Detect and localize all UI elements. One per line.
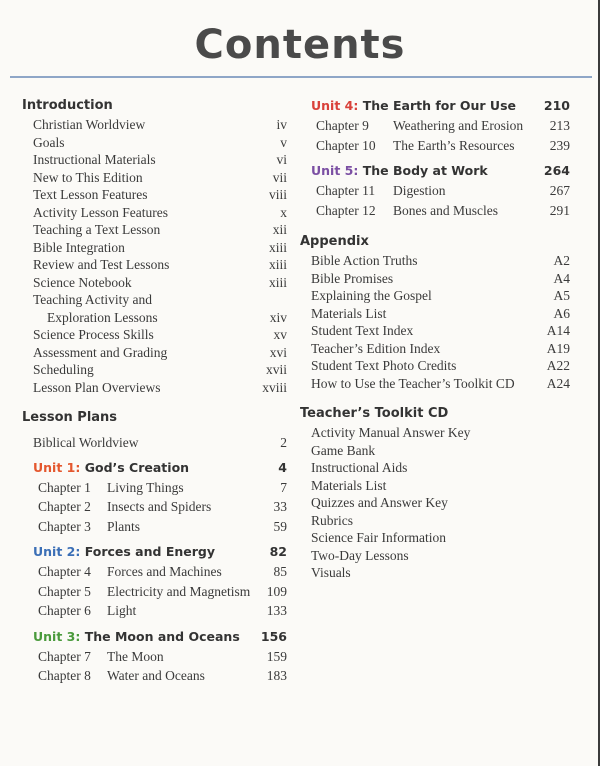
entry-label: Two-Day Lessons [311, 547, 409, 563]
title-rule [10, 76, 592, 78]
entry-label: Instructional Aids [311, 460, 408, 475]
toolkit-entry[interactable] [300, 529, 570, 547]
chapter-title: Digestion [393, 183, 446, 198]
toc-entry[interactable] [22, 204, 287, 222]
entry-label: Bible Action Truths [311, 253, 418, 268]
chapter-page: 7 [280, 479, 287, 495]
unit-prefix: Unit 1: [33, 459, 81, 475]
chapter-number: Chapter 5 [38, 583, 91, 599]
entry-label-line2: Exploration Lessons [47, 309, 158, 325]
chapter-page: 85 [273, 564, 287, 579]
entry-page: xv [273, 327, 287, 342]
toolkit-entry[interactable] [300, 494, 570, 512]
toc-entry[interactable] [300, 287, 570, 305]
chapter-number: Chapter 10 [316, 137, 376, 153]
chapter-entry[interactable] [22, 666, 287, 686]
chapter-entry[interactable] [22, 582, 287, 602]
entry-label: Science Fair Information [311, 530, 446, 545]
entry-page: xiii [268, 274, 287, 290]
chapter-number: Chapter 3 [38, 518, 91, 534]
section-heading-introduction: Introduction [22, 98, 113, 113]
entry-label: Instructional Materials [33, 152, 156, 167]
unit-prefix: Unit 2: [33, 544, 81, 559]
entry-page: xviii [262, 379, 287, 395]
unit-page: 4 [278, 459, 287, 475]
entry-label: Biblical Worldview [33, 435, 139, 450]
entry-page: x [280, 204, 287, 220]
toc-entry[interactable] [22, 256, 287, 274]
entry-label: Activity Manual Answer Key [311, 425, 471, 440]
chapter-number: Chapter 2 [38, 499, 91, 514]
chapter-number: Chapter 1 [38, 479, 91, 495]
entry-label: Game Bank [311, 442, 376, 458]
entry-label: Activity Lesson Features [33, 204, 168, 220]
entry-label: Visuals [311, 565, 351, 580]
entry-page: A2 [553, 253, 570, 268]
unit-page: 82 [269, 544, 287, 559]
unit-heading[interactable] [300, 161, 570, 181]
entry-page: xiii [268, 257, 287, 272]
chapter-entry[interactable] [22, 517, 287, 537]
section-heading-lesson-plans: Lesson Plans [22, 410, 118, 425]
toolkit-entry[interactable] [300, 564, 570, 582]
toc-entry[interactable] [22, 434, 287, 452]
entry-label: Rubrics [311, 512, 353, 528]
entry-label: Science Notebook [33, 274, 132, 290]
chapter-title: Plants [107, 518, 141, 534]
chapter-page: 291 [549, 202, 570, 218]
chapter-page: 33 [273, 499, 287, 514]
chapter-page: 183 [266, 668, 287, 683]
toc-entry[interactable] [22, 239, 287, 257]
toc-entry[interactable] [22, 344, 287, 362]
entry-page: A5 [553, 288, 570, 303]
toc-entry[interactable] [300, 252, 570, 270]
chapter-entry[interactable] [22, 601, 287, 621]
entry-label: Teacher’s Edition Index [311, 340, 441, 356]
entry-label: Materials List [311, 305, 387, 321]
entry-page: A14 [546, 323, 570, 338]
chapter-number: Chapter 4 [38, 564, 91, 579]
toc-entry[interactable] [22, 221, 287, 239]
chapter-entry[interactable] [300, 136, 570, 156]
toc-entry[interactable] [300, 375, 570, 393]
section-heading-appendix: Appendix [300, 234, 369, 249]
entry-label: Student Text Photo Credits [311, 358, 457, 373]
unit-name: The Body at Work [362, 163, 488, 178]
chapter-title: Light [107, 603, 137, 618]
chapter-title: Forces and Machines [107, 564, 222, 579]
entry-page: A24 [546, 375, 570, 391]
chapter-title: Bones and Muscles [393, 202, 498, 218]
toc-entry[interactable] [22, 116, 287, 134]
toc-entry[interactable] [22, 134, 287, 152]
entry-label: Assessment and Grading [33, 344, 168, 360]
entry-page: v [280, 134, 287, 150]
entry-label: Text Lesson Features [33, 187, 148, 202]
chapter-title: Water and Oceans [107, 668, 205, 683]
unit-name: The Moon and Oceans [84, 628, 240, 644]
entry-page: xvi [269, 344, 287, 360]
toolkit-entry[interactable] [300, 442, 570, 460]
toc-entry[interactable] [22, 379, 287, 397]
entry-page: A4 [553, 270, 570, 286]
toc-entry[interactable] [300, 270, 570, 288]
chapter-number: Chapter 11 [316, 183, 376, 198]
unit-heading[interactable] [300, 96, 570, 116]
chapter-entry[interactable] [22, 647, 287, 667]
entry-page: xiv [269, 309, 287, 325]
unit-prefix: Unit 4: [311, 98, 359, 113]
unit-page: 210 [543, 98, 570, 113]
chapter-number: Chapter 8 [38, 668, 91, 683]
chapter-page: 133 [266, 603, 287, 618]
entry-label: Student Text Index [311, 323, 414, 338]
left-column [22, 96, 287, 686]
entry-label: Science Process Skills [33, 327, 154, 342]
entry-label-line1: Teaching Activity and [33, 292, 153, 307]
entry-label: Christian Worldview [33, 117, 146, 132]
toolkit-entry[interactable] [300, 459, 570, 477]
toc-entry[interactable] [22, 291, 287, 326]
entry-label: Materials List [311, 477, 387, 493]
toc-entry[interactable] [22, 151, 287, 169]
entry-label: Bible Promises [311, 270, 394, 286]
right-column [300, 96, 570, 582]
chapter-page: 59 [273, 518, 287, 534]
chapter-number: Chapter 6 [38, 603, 91, 618]
entry-page: xiii [268, 239, 287, 255]
toc-entry[interactable] [22, 274, 287, 292]
unit-name: The Earth for Our Use [362, 98, 516, 113]
chapter-page: 267 [549, 183, 570, 198]
chapter-page: 109 [266, 583, 287, 599]
chapter-title: Insects and Spiders [107, 499, 212, 514]
entry-label: Teaching a Text Lesson [33, 222, 161, 237]
entry-label: New to This Edition [33, 169, 143, 185]
section-heading-toolkit: Teacher’s Toolkit CD [300, 406, 449, 421]
chapter-page: 239 [549, 137, 570, 153]
entry-label [33, 291, 158, 326]
entry-label: Bible Integration [33, 239, 125, 255]
chapter-title: Living Things [107, 479, 184, 495]
entry-label: Goals [33, 134, 65, 150]
chapter-entry[interactable] [22, 497, 287, 517]
chapter-number: Chapter 12 [316, 202, 376, 218]
toolkit-entry[interactable] [300, 477, 570, 495]
chapter-title: The Moon [107, 648, 164, 664]
entry-label: Scheduling [33, 362, 94, 377]
chapter-entry[interactable] [300, 116, 570, 136]
entry-label: Lesson Plan Overviews [33, 379, 161, 395]
unit-page: 264 [543, 163, 570, 178]
entry-label: Quizzes and Answer Key [311, 495, 448, 510]
toc-entry[interactable] [22, 169, 287, 187]
unit-prefix: Unit 5: [311, 163, 359, 178]
entry-page: A22 [546, 358, 570, 373]
toc-entry[interactable] [22, 361, 287, 379]
unit-prefix: Unit 3: [33, 628, 81, 644]
chapter-page: 159 [266, 648, 287, 664]
chapter-title: Weathering and Erosion [393, 118, 524, 133]
chapter-number: Chapter 7 [38, 648, 91, 664]
chapter-number: Chapter 9 [316, 118, 369, 133]
chapter-entry[interactable] [300, 181, 570, 201]
entry-page: xvii [265, 362, 287, 377]
entry-label: Explaining the Gospel [311, 288, 432, 303]
entry-page: iv [276, 117, 287, 132]
chapter-title: Electricity and Magnetism [107, 583, 251, 599]
toolkit-entry[interactable] [300, 424, 570, 442]
unit-name: Forces and Energy [84, 544, 215, 559]
unit-heading[interactable] [22, 542, 287, 562]
entry-label: Review and Test Lessons [33, 257, 170, 272]
chapter-entry[interactable] [300, 201, 570, 221]
unit-heading[interactable] [22, 458, 287, 478]
toc-entry[interactable] [300, 357, 570, 375]
entry-page: A19 [546, 340, 570, 356]
toolkit-entry[interactable] [300, 512, 570, 530]
entry-page: viii [268, 187, 287, 202]
chapter-entry[interactable] [22, 562, 287, 582]
toc-entry[interactable] [22, 326, 287, 344]
toc-entry[interactable] [300, 322, 570, 340]
entry-page: vii [272, 169, 287, 185]
unit-heading[interactable] [22, 627, 287, 647]
chapter-page: 213 [549, 118, 570, 133]
entry-page: A6 [553, 305, 570, 321]
entry-label: How to Use the Teacher’s Toolkit CD [311, 375, 515, 391]
entry-page: vi [276, 152, 287, 167]
page-title: Contents [194, 22, 406, 68]
toc-entry[interactable] [300, 305, 570, 323]
toc-entry[interactable] [22, 186, 287, 204]
chapter-entry[interactable] [22, 478, 287, 498]
entry-page: 2 [280, 435, 287, 450]
toolkit-entry[interactable] [300, 547, 570, 565]
chapter-title: The Earth’s Resources [393, 137, 515, 153]
toc-entry[interactable] [300, 340, 570, 358]
unit-page: 156 [260, 628, 287, 644]
entry-page: xii [272, 222, 287, 237]
unit-name: God’s Creation [84, 459, 190, 475]
